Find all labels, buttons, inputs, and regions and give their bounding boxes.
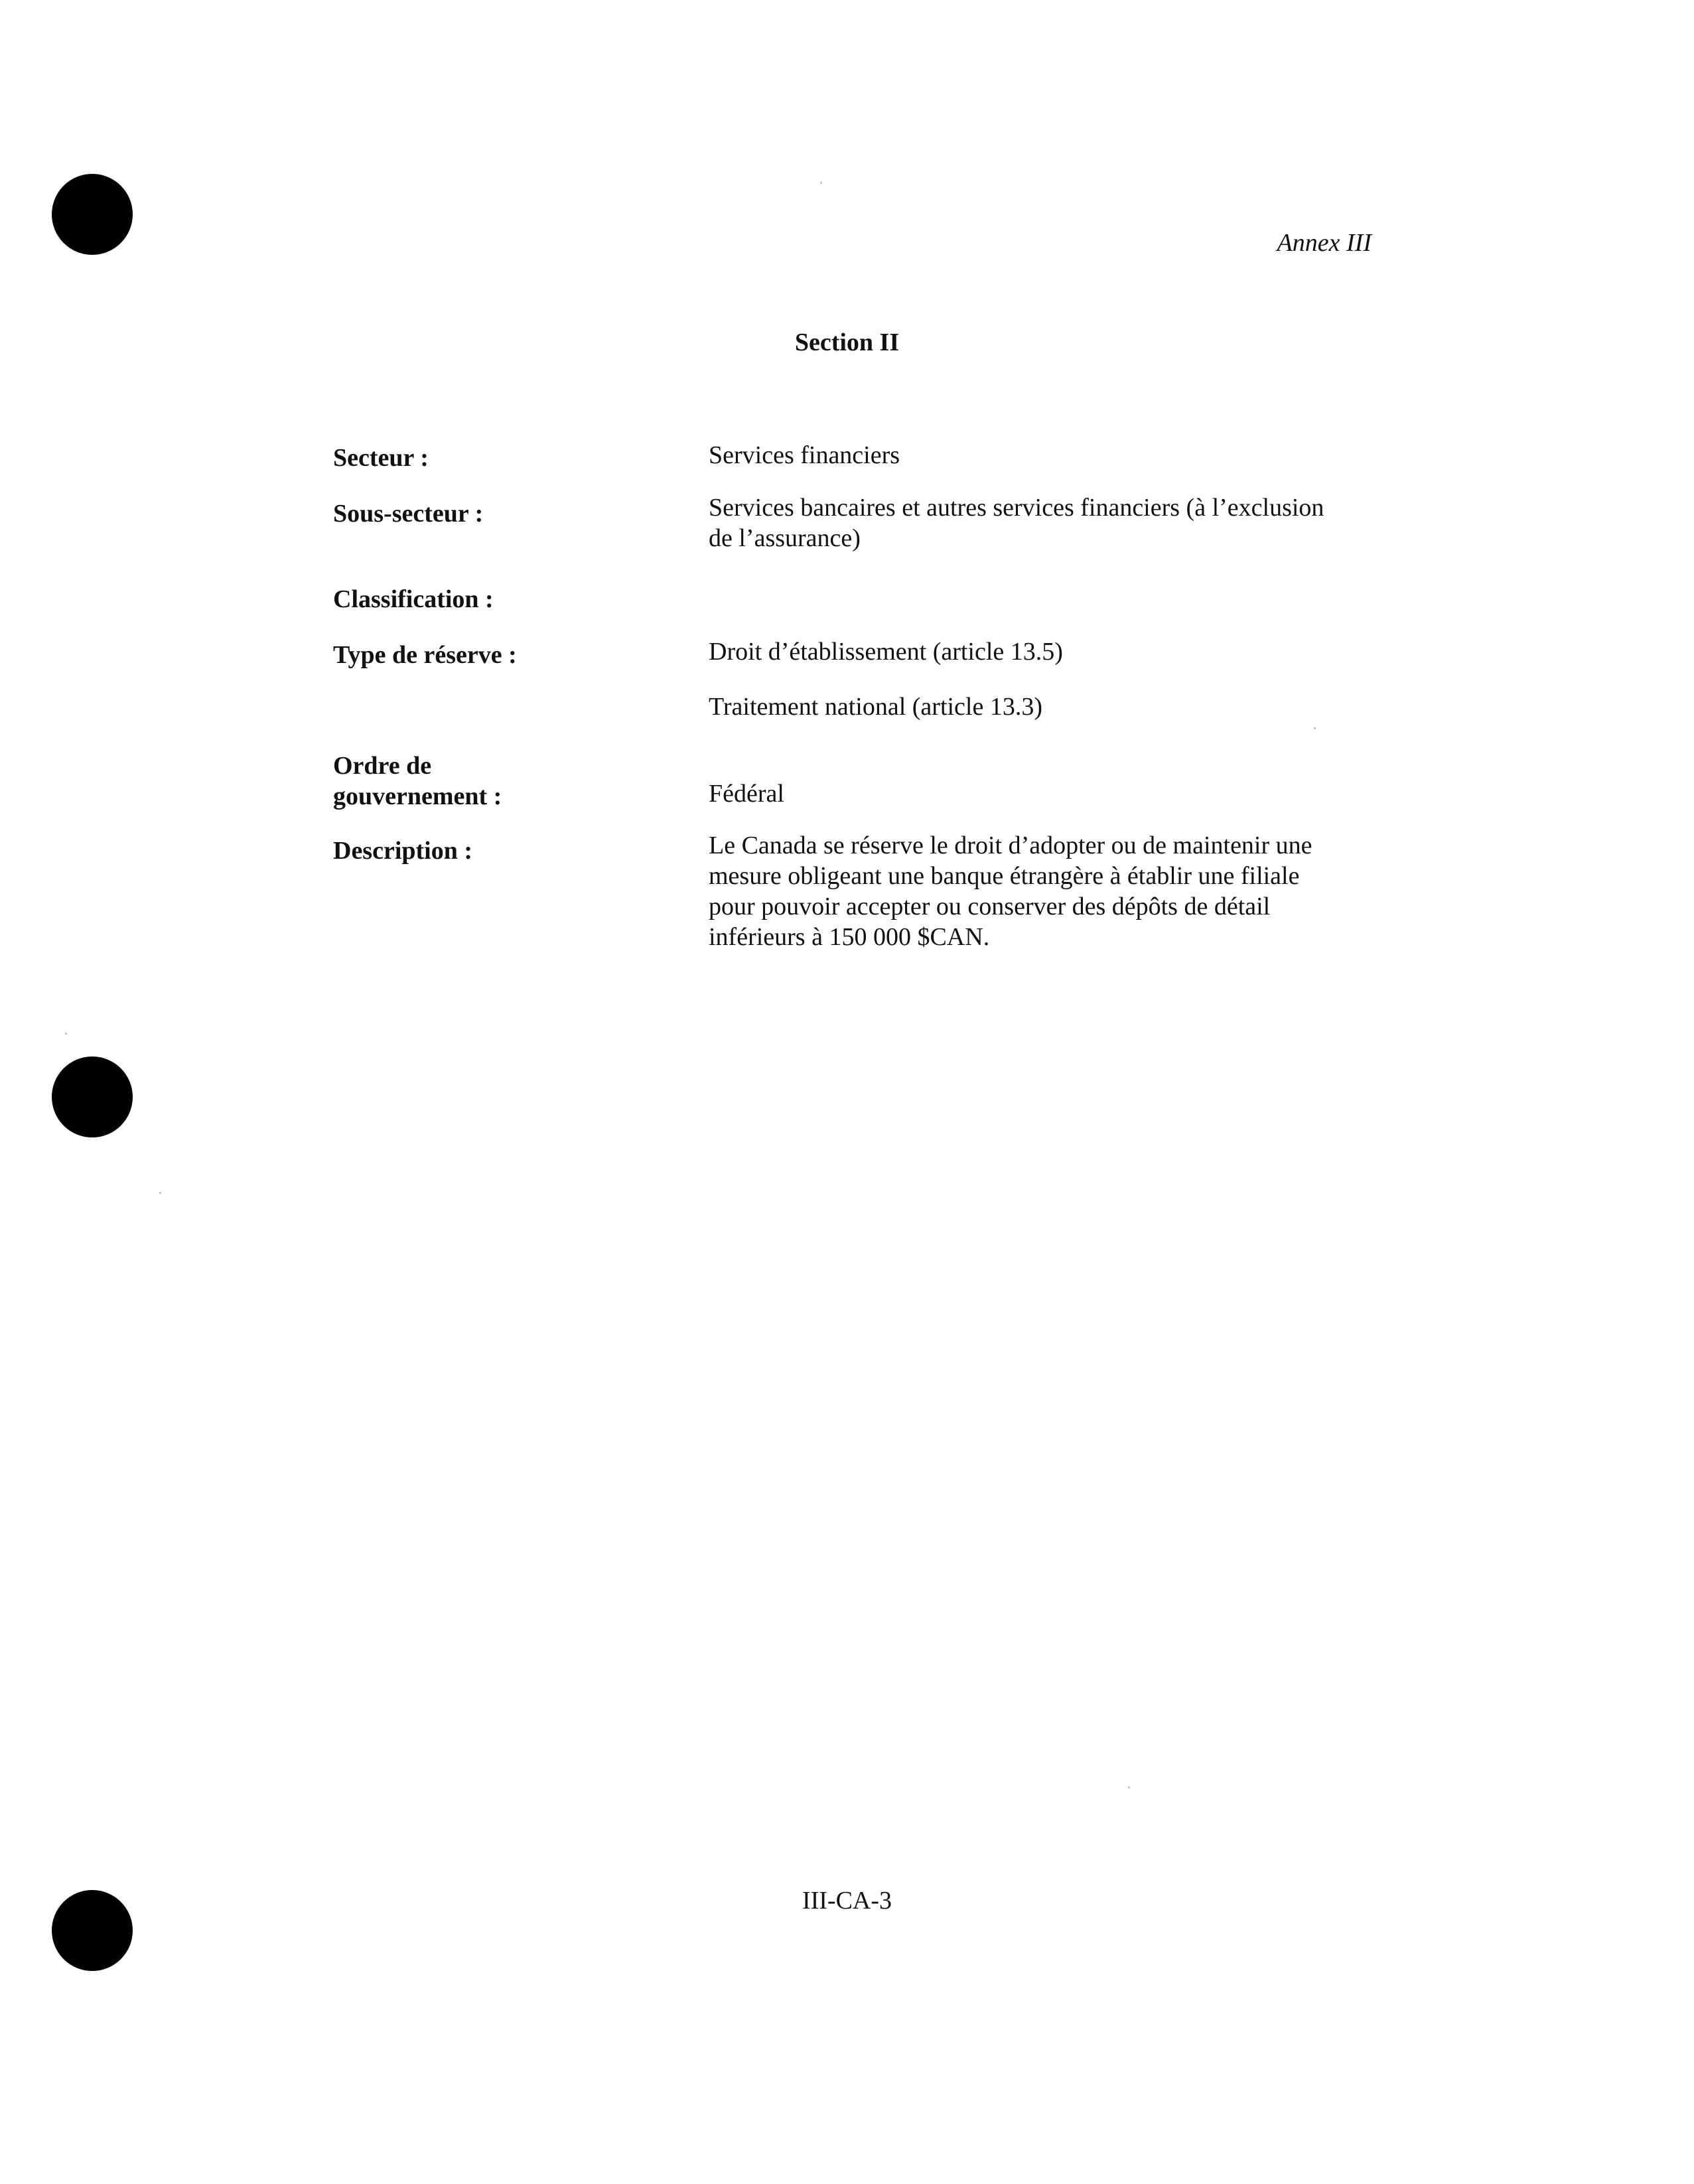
- section-title: Section II: [794, 328, 900, 356]
- scan-speck: [159, 1192, 161, 1194]
- scan-speck: [1128, 1786, 1130, 1788]
- punch-hole-top: [52, 174, 133, 255]
- ordre-de-gouvernement-label: [333, 751, 502, 812]
- punch-hole-middle: [52, 1056, 133, 1137]
- scan-speck: [820, 182, 822, 184]
- scan-speck: [1314, 727, 1316, 729]
- description-value: [709, 830, 1372, 952]
- type-de-reserve-label: Type de réserve :: [333, 641, 517, 669]
- description-label: Description :: [333, 837, 473, 865]
- ordre-de-gouvernement-value: Fédéral: [709, 780, 784, 808]
- ordre-de-gouvernement-label-line: Ordre de: [333, 752, 432, 780]
- page-number: III-CA-3: [802, 1887, 892, 1915]
- description-line: Le Canada se réserve le droit d’adopter ou de maintenir une: [709, 832, 1312, 859]
- sous-secteur-value: [709, 492, 1372, 553]
- type-de-reserve-value-1: Droit d’établissement (article 13.5): [709, 638, 1063, 666]
- scan-speck: [65, 1033, 67, 1035]
- sous-secteur-value-line: Services bancaires et autres services financiers (à l’exclusion: [709, 494, 1324, 522]
- description-line: pour pouvoir accepter ou conserver des dépôts de détail: [709, 893, 1271, 920]
- classification-label: Classification :: [333, 585, 494, 613]
- description-line: inférieurs à 150 000 $CAN.: [709, 923, 990, 951]
- secteur-label: Secteur :: [333, 444, 429, 472]
- annex-label: Annex III: [1277, 229, 1372, 257]
- sous-secteur-label: Sous-secteur :: [333, 500, 484, 528]
- description-line: mesure obligeant une banque étrangère à établir une filiale: [709, 862, 1300, 890]
- sous-secteur-value-line: de l’assurance): [709, 524, 861, 552]
- type-de-reserve-value-2: Traitement national (article 13.3): [709, 693, 1042, 721]
- ordre-de-gouvernement-label-line: gouvernement :: [333, 782, 502, 810]
- secteur-value: Services financiers: [709, 441, 900, 469]
